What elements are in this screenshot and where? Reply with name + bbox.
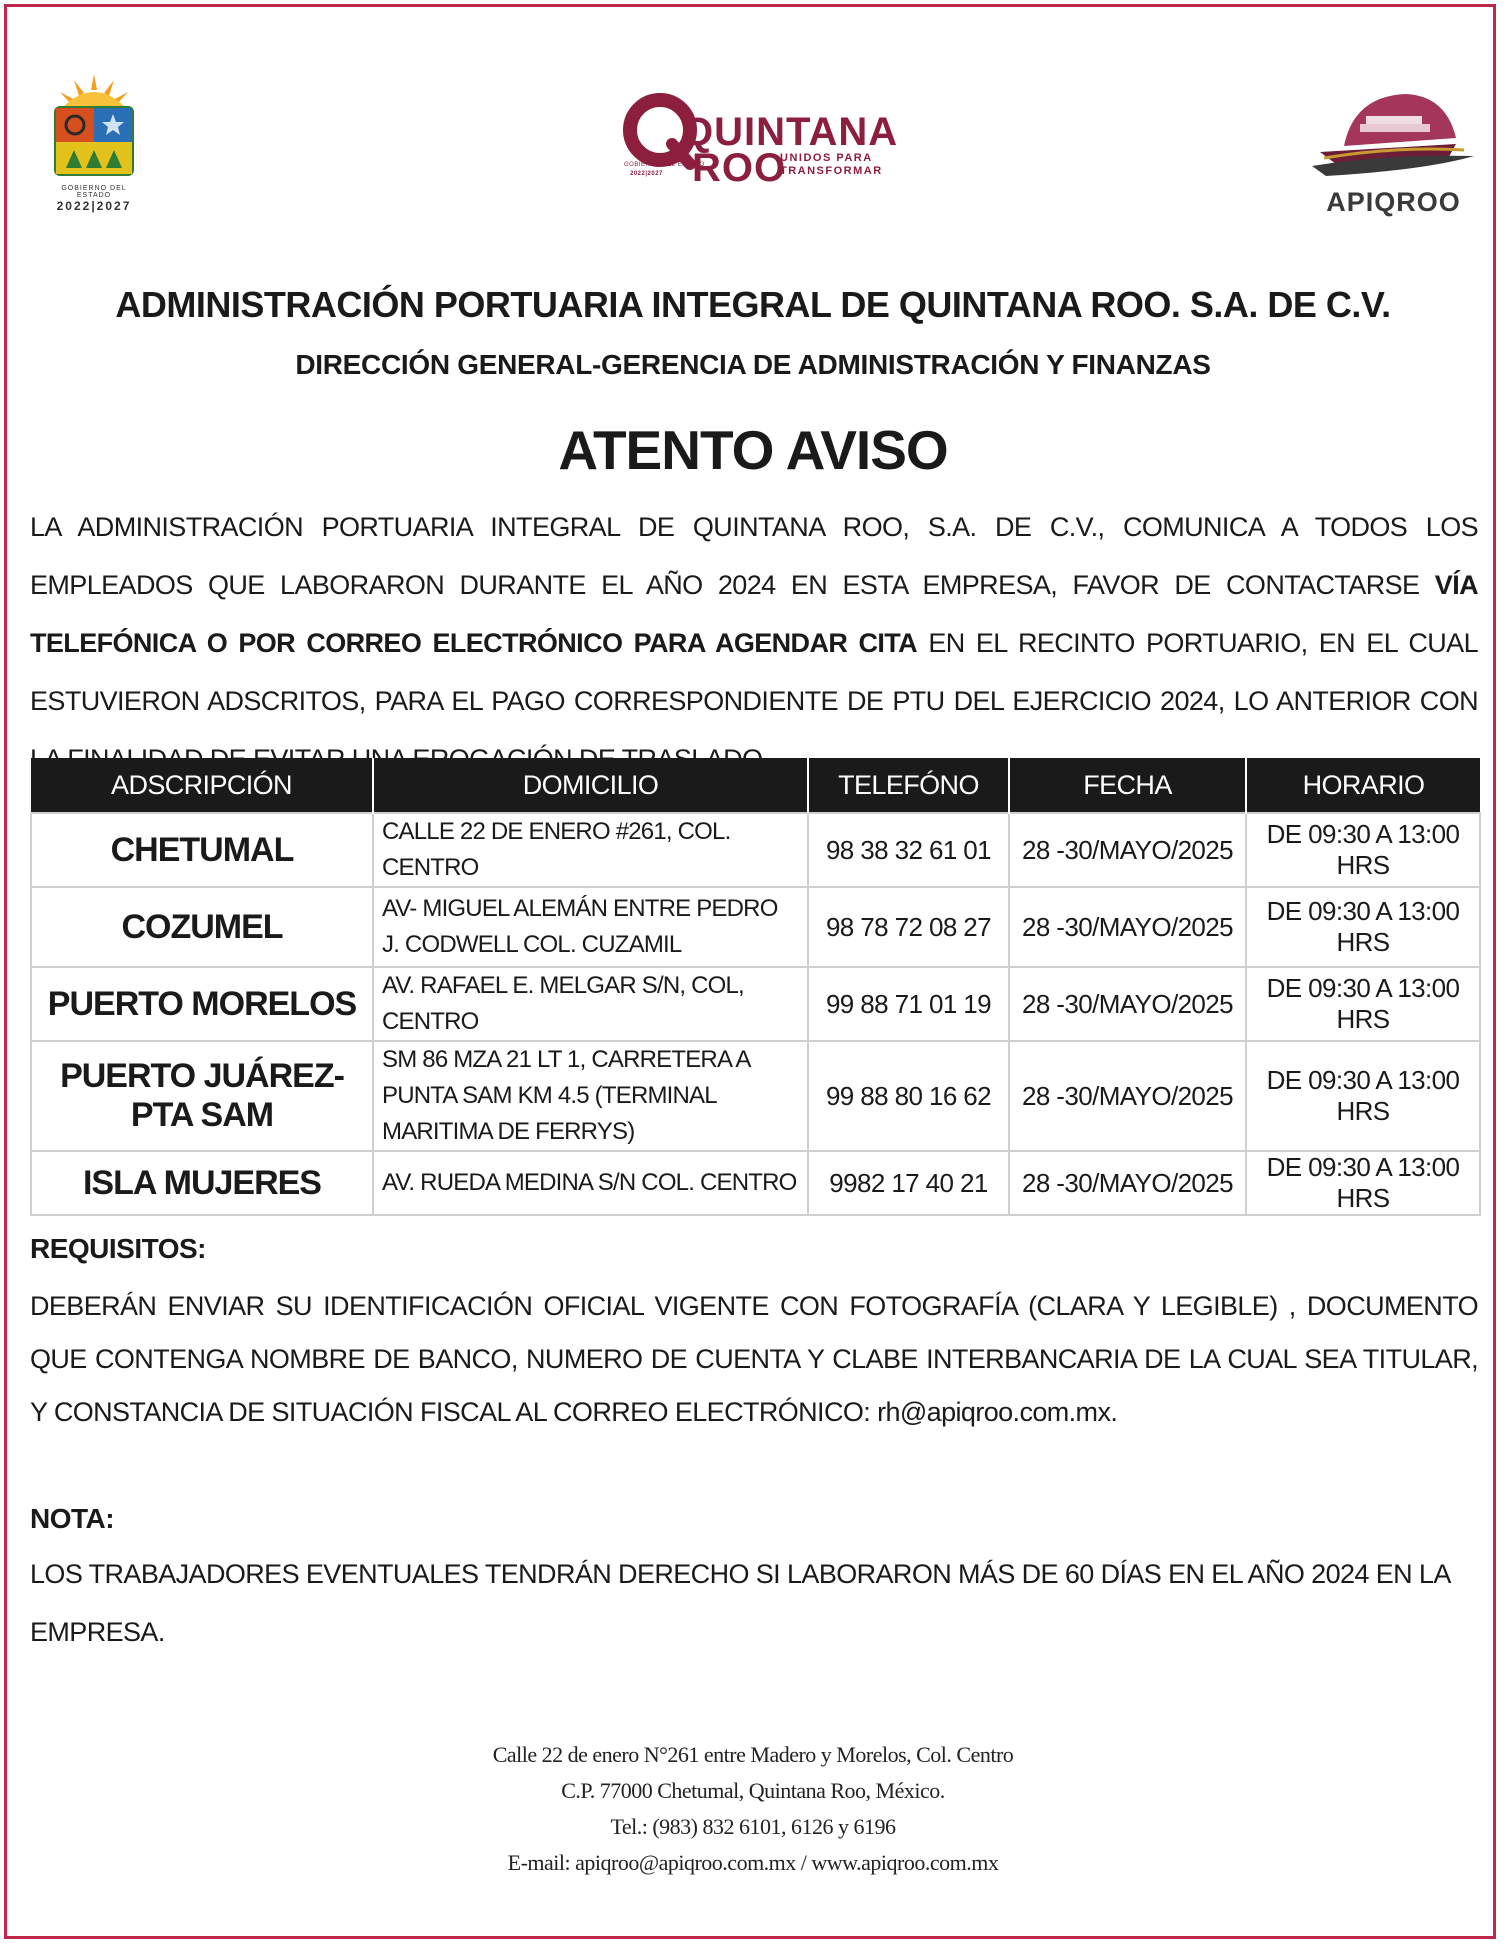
department-subtitle: DIRECCIÓN GENERAL-GERENCIA DE ADMINISTRACIÓN Y FINANZAS (295, 349, 1211, 380)
cell-hours: DE 09:30 A 13:00 HRS (1246, 967, 1480, 1041)
coat-of-arms-icon (44, 70, 144, 180)
cell-city: PUERTO JUÁREZ- PTA SAM (31, 1041, 373, 1151)
requirements-text: DEBERÁN ENVIAR SU IDENTIFICACIÓN OFICIAL VIGENTE CON FOTOGRAFÍA (CLARA Y LEGIBLE) , DOCUMENTO QUE CONTENGA NOMBRE DE BANCO, NUMERO DE CUENTA Y CLABE INTERBANCARIA DE LA CUAL SEA TITULAR, Y CONSTANCIA DE SITUACIÓN FISCAL AL CORREO ELECTRÓNICO: rh@apiqroo.com.mx. (30, 1291, 1478, 1427)
requirements-label: REQUISITOS: (30, 1233, 207, 1264)
ship-icon (1306, 86, 1481, 182)
locations-table (30, 758, 1481, 1216)
cell-hours: DE 09:30 A 13:00 HRS (1246, 1041, 1480, 1151)
intro-paragraph (30, 498, 1478, 788)
logo-tagline-1: UNIDOS PARA (780, 152, 873, 164)
cell-city: COZUMEL (31, 887, 373, 967)
column-header: ADSCRIPCIÓN (31, 758, 373, 813)
cell-phone: 99 88 80 16 62 (808, 1041, 1009, 1151)
logo-center-small-2: 2022|2027 (630, 171, 663, 177)
intro-text-1: LA ADMINISTRACIÓN PORTUARIA INTEGRAL DE QUINTANA ROO, S.A. DE C.V., COMUNICA A TODOS LOS EMPLEADOS QUE LABORARON DURANTE EL AÑO 2024 EN ESTA EMPRESA, FAVOR DE CONTACTARSE (30, 512, 1478, 600)
logo-word-quintana: QUINTANA (682, 110, 899, 154)
footer-phone-line: Tel.: (983) 832 6101, 6126 y 6196 (610, 1814, 896, 1839)
cell-hours: DE 09:30 A 13:00 HRS (1246, 813, 1480, 887)
cell-address: CALLE 22 DE ENERO #261, COL. CENTRO (373, 813, 808, 887)
cell-date: 28 -30/MAYO/2025 (1009, 1041, 1246, 1151)
cell-phone: 98 38 32 61 01 (808, 813, 1009, 887)
table-row (31, 1151, 1480, 1215)
table-header-row (31, 758, 1480, 813)
logo-center-small-1: GOBIERNO DEL ESTADO (624, 162, 705, 168)
footer-email-line: E-mail: apiqroo@apiqroo.com.mx / www.apiqroo.com.mx (507, 1850, 999, 1875)
cell-hours: DE 09:30 A 13:00 HRS (1246, 887, 1480, 967)
cell-date: 28 -30/MAYO/2025 (1009, 1151, 1246, 1215)
cell-address: AV. RUEDA MEDINA S/N COL. CENTRO (373, 1151, 808, 1215)
table-row (31, 887, 1480, 967)
footer-postal-line: C.P. 77000 Chetumal, Quintana Roo, México. (561, 1778, 945, 1803)
column-header: TELEFÓNO (808, 758, 1009, 813)
quintana-roo-logo (620, 90, 910, 190)
note-text: LOS TRABAJADORES EVENTUALES TENDRÁN DERECHO SI LABORARON MÁS DE 60 DÍAS EN EL AÑO 2024 EN LA EMPRESA. (30, 1559, 1450, 1647)
apiqroo-wordmark: APIQROO (1326, 187, 1461, 217)
cell-phone: 98 78 72 08 27 (808, 887, 1009, 967)
organization-title: ADMINISTRACIÓN PORTUARIA INTEGRAL DE QUINTANA ROO. S.A. DE C.V. (115, 284, 1391, 325)
footer-address-line: Calle 22 de enero N°261 entre Madero y Morelos, Col. Centro (492, 1742, 1014, 1767)
column-header: HORARIO (1246, 758, 1480, 813)
logo-word-roo: ROO (692, 146, 787, 190)
logo-left-years: 2022|2027 (56, 199, 132, 213)
cell-city: ISLA MUJERES (31, 1151, 373, 1215)
cell-city: PUERTO MORELOS (31, 967, 373, 1041)
cell-phone: 99 88 71 01 19 (808, 967, 1009, 1041)
cell-phone: 9982 17 40 21 (808, 1151, 1009, 1215)
table-row (31, 813, 1480, 887)
cell-hours: DE 09:30 A 13:00 HRS (1246, 1151, 1480, 1215)
cell-address: AV. RAFAEL E. MELGAR S/N, COL, CENTRO (373, 967, 808, 1041)
cell-address: AV- MIGUEL ALEMÁN ENTRE PEDRO J. CODWELL COL. CUZAMIL (373, 887, 808, 967)
logo-left-caption: GOBIERNO DEL ESTADO (61, 185, 127, 199)
cell-date: 28 -30/MAYO/2025 (1009, 813, 1246, 887)
intro-text-2: EN EL RECINTO PORTUARIO, EN EL CUAL ESTUVIERON ADSCRITOS, PARA EL PAGO CORRESPONDIENTE DE PTU DEL EJERCICIO 2024, LO ANTERIOR CON (30, 628, 1478, 716)
cell-city: CHETUMAL (31, 813, 373, 887)
notice-heading: ATENTO AVISO (558, 419, 948, 481)
column-header: DOMICILIO (373, 758, 808, 813)
intro-bold-text: VÍA TELEFÓNICA O POR CORREO ELECTRÓNICO PARA AGENDAR CITA (30, 570, 1478, 658)
table-row (31, 1041, 1480, 1151)
column-header: FECHA (1009, 758, 1246, 813)
apiqroo-logo (1306, 86, 1481, 216)
note-label: NOTA: (30, 1503, 115, 1534)
cell-address: SM 86 MZA 21 LT 1, CARRETERA A PUNTA SAM KM 4.5 (TERMINAL MARITIMA DE FERRYS) (373, 1041, 808, 1151)
cell-date: 28 -30/MAYO/2025 (1009, 967, 1246, 1041)
table-row (31, 967, 1480, 1041)
footer-contact (0, 1737, 1506, 1881)
cell-date: 28 -30/MAYO/2025 (1009, 887, 1246, 967)
state-government-logo (44, 70, 144, 220)
logo-tagline-2: TRANSFORMAR (780, 165, 883, 177)
